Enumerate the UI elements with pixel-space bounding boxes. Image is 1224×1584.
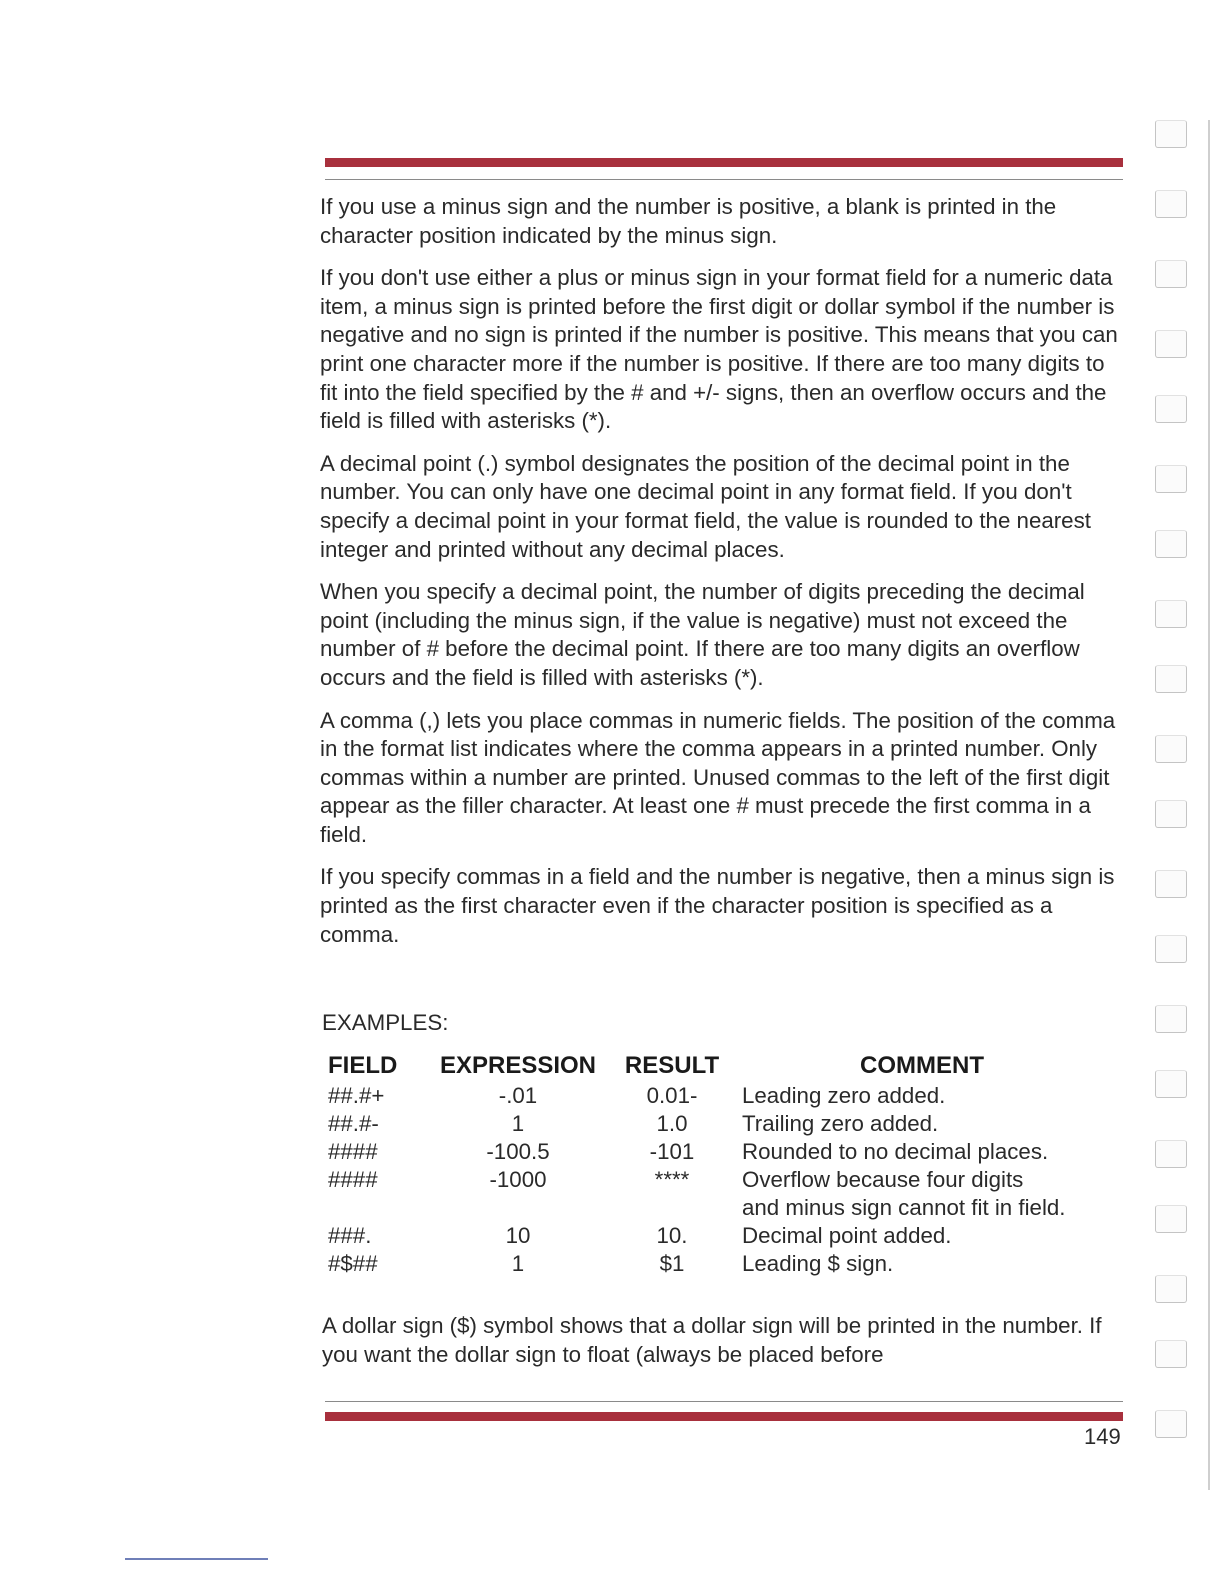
- table-row: [328, 1166, 1122, 1194]
- binding-tab: [1155, 465, 1187, 493]
- binding-tab: [1155, 1410, 1187, 1438]
- cell-result: 10.: [656, 1223, 688, 1248]
- cell-field: ###.: [328, 1223, 372, 1248]
- cell-result: [612, 1194, 732, 1222]
- cell-field: ##.#-: [328, 1111, 379, 1136]
- cell-comment: Leading zero added.: [742, 1083, 946, 1108]
- table-row: [328, 1222, 1122, 1250]
- table-row: [328, 1194, 1122, 1222]
- examples-label: EXAMPLES:: [322, 1010, 449, 1035]
- body-text: [320, 193, 1120, 963]
- paragraph-4: When you specify a decimal point, the number of digits preceding the decimal point (including the minus sign, if the value is negative) must not exceed the number of # before the decimal point. If there are too many digits an overflow occurs and the field is filled with asterisks (*).: [320, 579, 1085, 690]
- binding-tab: [1155, 665, 1187, 693]
- cell-comment: Leading $ sign.: [742, 1251, 894, 1276]
- binding-tab: [1155, 330, 1187, 358]
- cell-expression: -100.5: [486, 1139, 550, 1164]
- top-thin-rule: [325, 179, 1123, 180]
- cell-expression: -1000: [489, 1167, 547, 1192]
- paragraph-5: A comma (,) lets you place commas in numeric fields. The position of the comma in the format list indicates where the comma appears in a printed number. Only commas within a number are printed. Unused commas to the left of the first digit appear as the filler character. At least one # must precede the first comma in a field.: [320, 707, 1116, 847]
- table-row: [328, 1138, 1122, 1166]
- binding-tab: [1155, 735, 1187, 763]
- table-row: [328, 1250, 1122, 1278]
- header-comment: COMMENT: [860, 1052, 984, 1079]
- cell-field: #$##: [328, 1251, 378, 1276]
- paragraph-3: A decimal point (.) symbol designates the position of the decimal point in the number. You can only have one decimal point in any format field. If you don't specify a decimal point in your format field, the value is rounded to the nearest integer and printed without any decimal places.: [320, 450, 1091, 562]
- binding-tab: [1155, 530, 1187, 558]
- paragraph-1: If you use a minus sign and the number is positive, a blank is printed in the character position indicated by the minus sign.: [320, 194, 1057, 248]
- cell-result: 1.0: [656, 1111, 688, 1136]
- paragraph-2: If you don't use either a plus or minus sign in your format field for a numeric data item, a minus sign is printed before the first digit or dollar symbol if the number is negative and no sign is printed if the number is positive. This means that you can print one character more if the number is positive. If there are too many digits to fit into the field specified by the # and +/- signs, then an overflow occurs and the field is filled with asterisks (*).: [320, 265, 1118, 434]
- paragraph-6: If you specify commas in a field and the number is negative, then a minus sign is printed as the first character even if the character position is specified as a comma.: [320, 864, 1115, 947]
- header-result: RESULT: [624, 1052, 720, 1079]
- binding-tab: [1155, 1070, 1187, 1098]
- binding-tab: [1155, 1340, 1187, 1368]
- binding-tab: [1155, 260, 1187, 288]
- cell-expression: 1: [511, 1251, 525, 1276]
- cell-result: 0.01-: [646, 1083, 698, 1108]
- page-edge: [1208, 120, 1210, 1490]
- binding-tab: [1155, 120, 1187, 148]
- binding-tab: [1155, 935, 1187, 963]
- cell-field: ####: [328, 1139, 378, 1164]
- binding-tab: [1155, 1205, 1187, 1233]
- cell-field: ####: [328, 1167, 378, 1192]
- binding-tab: [1155, 190, 1187, 218]
- header-field: FIELD: [328, 1052, 398, 1079]
- top-red-rule: [325, 158, 1123, 167]
- cell-result: -101: [649, 1139, 695, 1164]
- binding-tab: [1155, 800, 1187, 828]
- header-expression: EXPRESSION: [439, 1052, 597, 1079]
- closing-paragraph: A dollar sign ($) symbol shows that a dollar sign will be printed in the number. If you want the dollar sign to float (always be placed before: [322, 1313, 1102, 1367]
- cell-field: ##.#+: [328, 1083, 385, 1108]
- binding-tab: [1155, 395, 1187, 423]
- examples-table: [328, 1052, 1122, 1278]
- cell-comment: Overflow because four digits: [742, 1167, 1024, 1192]
- binding-tab: [1155, 1005, 1187, 1033]
- cell-field: [328, 1194, 424, 1222]
- cell-expression: -.01: [498, 1083, 538, 1108]
- bottom-thin-rule: [325, 1401, 1123, 1402]
- cell-result: $1: [659, 1251, 685, 1276]
- cell-comment: Decimal point added.: [742, 1223, 952, 1248]
- cell-comment: Rounded to no decimal places.: [742, 1139, 1049, 1164]
- cell-expression: 10: [505, 1223, 531, 1248]
- cell-expression: 1: [511, 1111, 525, 1136]
- binding-tab: [1155, 870, 1187, 898]
- cell-comment: Trailing zero added.: [742, 1111, 939, 1136]
- table-header-row: [328, 1052, 1122, 1082]
- binding-tab: [1155, 1140, 1187, 1168]
- page-number: 149: [1084, 1424, 1121, 1449]
- bottom-red-rule: [325, 1412, 1123, 1421]
- binding-tab: [1155, 600, 1187, 628]
- table-row: [328, 1082, 1122, 1110]
- cell-expression: [424, 1194, 612, 1222]
- binding-tabs: [1155, 120, 1189, 1440]
- binding-tab: [1155, 1275, 1187, 1303]
- table-row: [328, 1110, 1122, 1138]
- cell-comment: and minus sign cannot fit in field.: [742, 1195, 1066, 1220]
- bottom-link-line: [125, 1558, 268, 1560]
- cell-result: ****: [654, 1167, 690, 1192]
